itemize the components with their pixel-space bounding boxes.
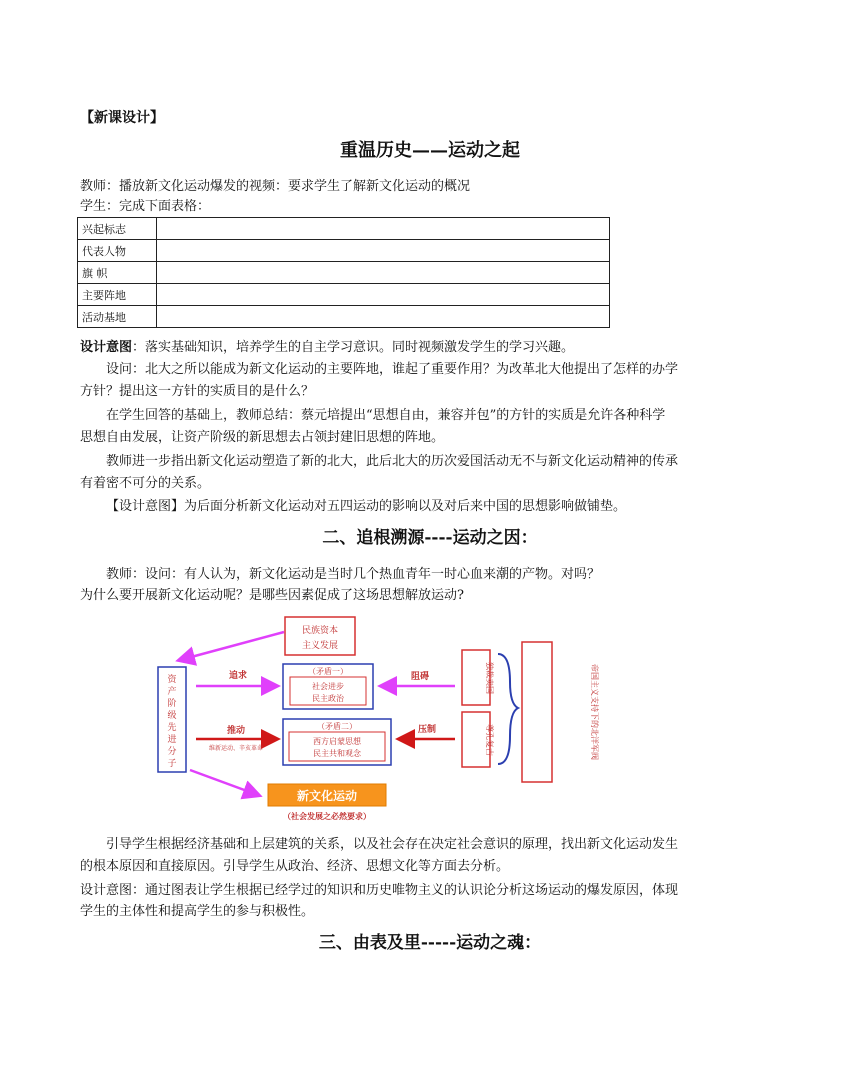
pursue-label: 追求 — [228, 671, 248, 681]
warlords-box — [522, 642, 600, 782]
arrow-result — [190, 770, 258, 795]
table-cell-label: 兴起标志 — [78, 218, 157, 240]
title-1: 重温历史——运动之起 — [340, 140, 520, 161]
promote-sub-label: 维新运动、辛亥革命 — [208, 745, 264, 752]
result-box — [268, 784, 386, 821]
design-intent-1 — [80, 337, 574, 359]
bourgeoisie-char: 阶 — [167, 699, 177, 709]
guide-line-1: 引导学生根据经济基础和上层建筑的关系，以及社会存在决定社会意识的原理，找出新文化运动发生 — [106, 837, 679, 852]
suppress-label: 压制 — [417, 725, 437, 735]
further-line-1: 教师进一步指出新文化运动塑造了新的北大，此后北大的历次爱国活动无不与新文化运动精神的传承 — [106, 454, 679, 469]
section-tag: 【新课设计】 — [80, 110, 164, 126]
contradiction-2-label: （矛盾二） — [317, 722, 357, 731]
student-line: 学生：完成下面表格： — [80, 199, 211, 214]
bourgeoisie-box — [158, 667, 186, 772]
social-progress-text: 社会进步 — [312, 682, 344, 691]
teacher-line-1: 教师：播放新文化运动爆发的视频：要求学生了解新文化运动的概况 — [80, 179, 471, 194]
design-intent-3-line-1: 设计意图：通过图表让学生根据已经学过的知识和历史唯物主义的认识论分析这场运动的爆发原因，体现 — [80, 883, 679, 898]
guide-line-2: 的根本原因和直接原因。引导学生从政治、经济、思想文化等方面去分析。 — [80, 859, 510, 874]
capital-development-line-1: 民族资本 — [301, 626, 339, 636]
brace-icon — [498, 654, 518, 764]
question-1-line-1: 设问：北大之所以能成为新文化运动的主要阵地，谁起了重要作用？为改革北大他提出了怎样的办学 — [106, 362, 679, 377]
table-row — [78, 240, 610, 262]
question-1-line-2: 方针？提出这一方针的实质目的是什么？ — [80, 384, 315, 399]
title-2: 二、追根溯源----运动之因： — [322, 528, 538, 548]
title-3: 三、由表及里-----运动之魂： — [318, 933, 542, 953]
result-text: 新文化运动 — [296, 789, 358, 803]
table-cell-label: 旗 帜 — [78, 262, 157, 284]
table-cell-blank[interactable] — [157, 218, 610, 240]
summary-line-1: 在学生回答的基础上，教师总结：蔡元培提出“思想自由，兼容并包”的方针的实质是允许各种科学 — [106, 408, 666, 423]
bourgeoisie-char: 子 — [167, 759, 177, 769]
contradiction-1-label: （矛盾一） — [308, 667, 348, 676]
republic-text: 民主共和观念 — [313, 749, 361, 758]
design-intent-label: 设计意图 — [80, 340, 133, 355]
design-intent-text: ：落实基础知识，培养学生的自主学习意识。同时视频激发学生的学习兴趣。 — [132, 340, 575, 355]
hinder-label: 阻碍 — [410, 672, 430, 682]
confucius-box — [462, 712, 495, 767]
table-row — [78, 306, 610, 328]
contradiction-1-box — [283, 664, 373, 709]
bourgeoisie-char: 分 — [167, 747, 177, 757]
contradiction-2-box — [283, 719, 391, 765]
teacher-question-2-line-1: 教师：设问：有人认为，新文化运动是当时几个热血青年一时心血来潮的产物。对吗？ — [106, 567, 601, 582]
capital-development-box — [285, 617, 355, 655]
table-cell-label: 活动基地 — [78, 306, 157, 328]
bourgeoisie-char: 资 — [167, 675, 177, 685]
autocracy-text: 独裁卖国 — [485, 662, 494, 694]
arrow-capital-to-bourgeoisie — [180, 632, 284, 660]
bourgeoisie-char: 先 — [167, 723, 177, 733]
table-cell-blank[interactable] — [157, 262, 610, 284]
confucius-text: 尊孔复古 — [485, 724, 494, 756]
enlightenment-text: 西方启蒙思想 — [313, 737, 361, 746]
table-cell-blank[interactable] — [157, 240, 610, 262]
capital-development-line-2: 主义发展 — [301, 641, 339, 651]
table-row — [78, 262, 610, 284]
result-sub-text: （社会发展之必然要求） — [283, 812, 371, 821]
promote-label: 推动 — [226, 726, 246, 736]
teacher-question-2-line-2: 为什么要开展新文化运动呢？是哪些因素促成了这场思想解放运动? — [80, 588, 464, 603]
summary-table — [77, 217, 610, 328]
bourgeoisie-char: 产 — [167, 687, 177, 697]
warlords-text: 帝国主义支持下的北洋军阀 — [590, 664, 599, 760]
summary-line-2: 思想自由发展，让资产阶级的新思想去占领封建旧思想的阵地。 — [80, 430, 445, 445]
table-row — [78, 284, 610, 306]
table-cell-label: 主要阵地 — [78, 284, 157, 306]
cause-diagram — [150, 612, 599, 827]
democratic-politics-text: 民主政治 — [312, 694, 344, 703]
bourgeoisie-char: 级 — [167, 711, 177, 721]
autocracy-box — [462, 650, 495, 705]
table-cell-label: 代表人物 — [78, 240, 157, 262]
table-cell-blank[interactable] — [157, 306, 610, 328]
design-intent-2: 【设计意图】为后面分析新文化运动对五四运动的影响以及对后来中国的思想影响做铺垫。 — [106, 499, 627, 514]
table-row — [78, 218, 610, 240]
design-intent-3-line-2: 学生的主体性和提高学生的参与积极性。 — [80, 904, 315, 919]
table-cell-blank[interactable] — [157, 284, 610, 306]
further-line-2: 有着密不可分的关系。 — [80, 476, 211, 491]
bourgeoisie-char: 进 — [167, 735, 177, 745]
